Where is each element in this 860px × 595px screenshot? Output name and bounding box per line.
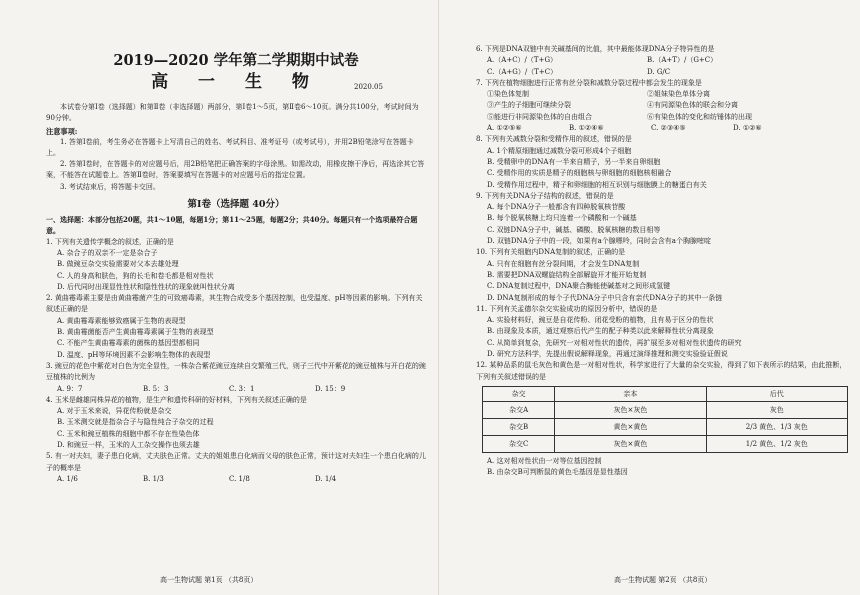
option: D. 研究方法科学，先提出假说解释现象，再通过演绎推理和测交实验验证假说 — [487, 350, 728, 359]
exam-intro: 本试卷分第Ⅰ卷（选择题）和第Ⅱ卷（非选择题）两部分，第Ⅰ卷1～5页，第Ⅱ卷6～10页。满分共100分，考试时间为90分钟。 — [46, 103, 419, 123]
section-title: 第Ⅰ卷（选择题 40分） — [187, 199, 285, 211]
note-item: 1. 答第Ⅰ卷前，考生务必在答题卡上写清自己的姓名、考试科目、准考证号（或考试号），并用2B铅笔涂写在答题卡上。 — [46, 137, 414, 157]
option: C. 从简单到复杂，先研究一对相对性状的遗传，再扩展至多对相对性状遗传的研究 — [487, 338, 742, 347]
option: A. 黄曲霉毒素能够致癌属于生物的表现型 — [57, 316, 186, 325]
section-instruction: 一、选择题：本部分包括20题，共1～10题，每题1分；第11～25题，每题2分；共40分。每题只有一个选项最符合题意。 — [46, 215, 418, 236]
option: B. 黄曲霉菌能否产生黄曲霉毒素属于生物的表现型 — [57, 328, 214, 337]
question-stem: 8. 下列有关减数分裂和受精作用的叙述，错误的是 — [476, 135, 632, 144]
cross-results-table — [482, 386, 848, 453]
option: A. 1个精原细胞通过减数分裂可形成4个子细胞 — [487, 146, 632, 155]
option: D. ①②⑥ — [733, 124, 762, 133]
question-7 — [476, 78, 848, 134]
option: B. 由现象及本质，通过观察后代产生的配子种类以此来解释性状分离现象 — [487, 327, 714, 336]
page-footer: 高一生物试题 第2页 （共8页） — [614, 576, 712, 584]
option: D. 后代同时出现显性性状和隐性性状的现象就叫性状分离 — [57, 282, 235, 291]
exam-subject: 高 一 生 物 — [151, 72, 321, 92]
option: C. 双链DNA分子中，碱基、磷酸、脱氧核糖的数目相等 — [487, 225, 661, 234]
option: C. 玉米和豌豆植株的细胞中都不存在性染色体 — [57, 429, 200, 438]
option-row — [476, 100, 848, 111]
option: A. ①②⑤⑥ — [487, 124, 522, 133]
option: ④有同源染色体的联会和分离 — [647, 101, 738, 110]
option: D. 15：9 — [315, 384, 346, 393]
table-row — [483, 418, 848, 435]
option: B. ①②④⑥ — [569, 124, 604, 133]
table-cell: 杂交C — [483, 435, 555, 452]
option-row — [476, 112, 848, 123]
question-10 — [476, 247, 848, 303]
question-1 — [46, 237, 426, 293]
option: B. 受精卵中的DNA有一半来自精子，另一半来自卵细胞 — [487, 157, 661, 166]
option: B.（A+T）/（G+C） — [647, 56, 718, 65]
question-12 — [476, 360, 848, 478]
option: D. 双链DNA分子中的一段，如果有a个腺嘌呤，同时会含有a个胸腺嘧啶 — [487, 237, 711, 246]
option: ⑤能进行非同源染色体的自由组合 — [487, 112, 592, 121]
option: B. 1/3 — [143, 474, 164, 483]
option: C. 人的身高和肤色，狗的长毛和卷毛都是相对性状 — [57, 271, 214, 280]
page-2 — [440, 0, 860, 595]
option: B. 需要把DNA双螺旋结构全部解旋开才能开始复制 — [487, 270, 647, 279]
exam-date: 2020.05 — [354, 83, 383, 91]
table-cell: 1/2 黄色、1/2 灰色 — [706, 435, 847, 452]
table-cell: 黄色×黄色 — [555, 418, 706, 435]
question-stem: 1. 下列有关遗传学概念的叙述，正确的是 — [46, 237, 174, 246]
question-stem: 2. 黄曲霉毒素主要是由黄曲霉菌产生的可致癌毒素，其生物合成受多个基因控制，也受温度、pH等因素的影响。下列有关叙述正确的是 — [46, 294, 423, 314]
option: A. 1/6 — [57, 474, 78, 483]
question-stem: 12. 某种品系的鼠毛灰色和黄色是一对相对性状，科学家进行了大量的杂交实验，得到了如下表所示的结果，由此推断，下列有关叙述错误的是 — [476, 361, 847, 381]
option: A. 实验材料好，豌豆是自花传粉、闭花受粉的植物，且有易于区分的性状 — [487, 316, 714, 325]
option: A.（A+C）/（T+G） — [487, 56, 558, 65]
note-item: 3. 考试结束后，将答题卡交回。 — [60, 182, 160, 191]
page-footer: 高一生物试题 第1页 （共8页） — [160, 576, 258, 584]
option: C. 1/8 — [229, 474, 250, 483]
option: C. 3：1 — [229, 384, 255, 393]
option: A. 9：7 — [57, 384, 83, 393]
option: A. 对于玉米来说，异花传粉就是杂交 — [57, 407, 172, 416]
option: ⑥有染色体的变化和纺锤体的出现 — [647, 112, 752, 121]
table-header: 杂交 — [483, 386, 555, 401]
table-cell: 2/3 黄色、1/3 灰色 — [706, 418, 847, 435]
question-2 — [46, 293, 426, 361]
table-row — [483, 401, 848, 418]
option-row — [476, 123, 848, 134]
option: D. DNA复制形成的每个子代DNA分子中只含有亲代DNA分子的其中一条链 — [487, 293, 723, 302]
question-3 — [46, 361, 426, 395]
option: D. G/C — [647, 67, 671, 76]
option: B. 玉米测交就是指杂合子与隐性纯合子杂交的过程 — [57, 418, 214, 427]
question-stem: 3. 豌豆的花色中紫花对白色为完全显性，一株杂合紫花豌豆连续自交繁殖三代，则子三代中开紫花的豌豆植株与开白花的豌豆植株的比例为 — [46, 361, 426, 382]
table-header: 后代 — [706, 386, 847, 401]
note-item: 2. 答第Ⅰ卷时，在答题卡的对应题号后，用2B铅笔把正确答案的字母涂黑。如需改动，用橡皮擦干净后，再选涂其它答案，不能答在试题卷上。答第Ⅱ卷时，答案要填写在答题卡的对应题号后的指定位置。 — [46, 160, 425, 180]
option: A. 这对相对性状由一对等位基因控制 — [487, 456, 602, 465]
option: C. 受精作用的实质是精子的细胞核与卵细胞的细胞核相融合 — [487, 169, 672, 178]
option-row — [476, 67, 848, 78]
notes-heading: 注意事项: — [46, 126, 78, 136]
question-stem: 4. 玉米是雌雄同株异花的植物，是生产和遗传科研的好材料，下列有关叙述正确的是 — [46, 395, 307, 404]
exam-title: 2019—2020 学年第二学期期中试卷 — [113, 52, 359, 69]
question-stem: 7. 下列在植物细胞进行正常有丝分裂和减数分裂过程中都会发生的现象是 — [476, 78, 702, 87]
question-stem: 9. 下列有关DNA分子结构的叙述，错误的是 — [476, 191, 614, 200]
option: C. DNA复制过程中，DNA聚合酶能使碱基对之间形成氢键 — [487, 282, 671, 291]
option: B. 每个脱氧核糖上均只连着一个磷酸和一个碱基 — [487, 214, 637, 223]
option: ③产生的子细胞可继续分裂 — [487, 101, 571, 110]
option-row — [46, 384, 426, 395]
question-8 — [476, 134, 848, 190]
question-11 — [476, 304, 848, 360]
option: D. 1/4 — [315, 474, 337, 483]
option-row — [46, 474, 426, 485]
option: B. 做豌豆杂交实验需要对父本去雄处理 — [57, 260, 179, 269]
option: C.（A+G）/（T+C） — [487, 67, 558, 76]
table-cell: 杂交A — [483, 401, 555, 418]
option: ②姐妹染色单体分离 — [647, 90, 710, 99]
option: A. 杂合子的双亲不一定是杂合子 — [57, 248, 158, 257]
question-9 — [476, 191, 848, 247]
option: B. 5：3 — [143, 384, 169, 393]
option-row — [476, 55, 848, 66]
option: D. 和豌豆一样，玉米的人工杂交操作也须去雄 — [57, 441, 200, 450]
question-5 — [46, 451, 426, 485]
table-header-row — [483, 386, 848, 401]
option: ①染色体复制 — [487, 90, 529, 99]
table-cell: 灰色×黄色 — [555, 435, 706, 452]
table-cell: 杂交B — [483, 418, 555, 435]
option: C. ②③④⑤ — [651, 124, 686, 133]
option: A. 只有在细胞有丝分裂间期，才会发生DNA复制 — [487, 259, 640, 268]
question-stem: 10. 下列有关细胞内DNA复制的叙述，正确的是 — [476, 248, 626, 257]
table-cell: 灰色 — [706, 401, 847, 418]
option: C. 不能产生黄曲霉毒素的菌株的基因型都相同 — [57, 339, 200, 348]
table-header: 亲本 — [555, 386, 706, 401]
question-stem: 11. 下列有关孟德尔杂交实验成功的原因分析中，错误的是 — [476, 304, 658, 313]
table-cell: 灰色×灰色 — [555, 401, 706, 418]
question-stem: 5. 有一对夫妇，妻子患白化病，丈夫肤色正常。丈夫的姐姐患白化病而父母的肤色正常，预计这对夫妇生一个患白化病的儿子的概率是 — [46, 452, 426, 472]
question-6 — [476, 44, 848, 78]
option: D. 温度、pH等环境因素不会影响生物体的表现型 — [57, 350, 211, 359]
question-stem: 6. 下列是DNA双链中有关碱基间的比值，其中最能体现DNA分子特异性的是 — [476, 45, 715, 53]
table-row — [483, 435, 848, 452]
option: A. 每个DNA分子一般都含有四种脱氧核苷酸 — [487, 203, 626, 212]
question-4 — [46, 395, 426, 451]
option-row — [476, 89, 848, 100]
option: B. 由杂交B可判断鼠的黄色毛基因是显性基因 — [487, 468, 628, 477]
option: D. 受精作用过程中，精子和卵细胞的相互识别与细胞膜上的糖蛋白有关 — [487, 180, 707, 189]
